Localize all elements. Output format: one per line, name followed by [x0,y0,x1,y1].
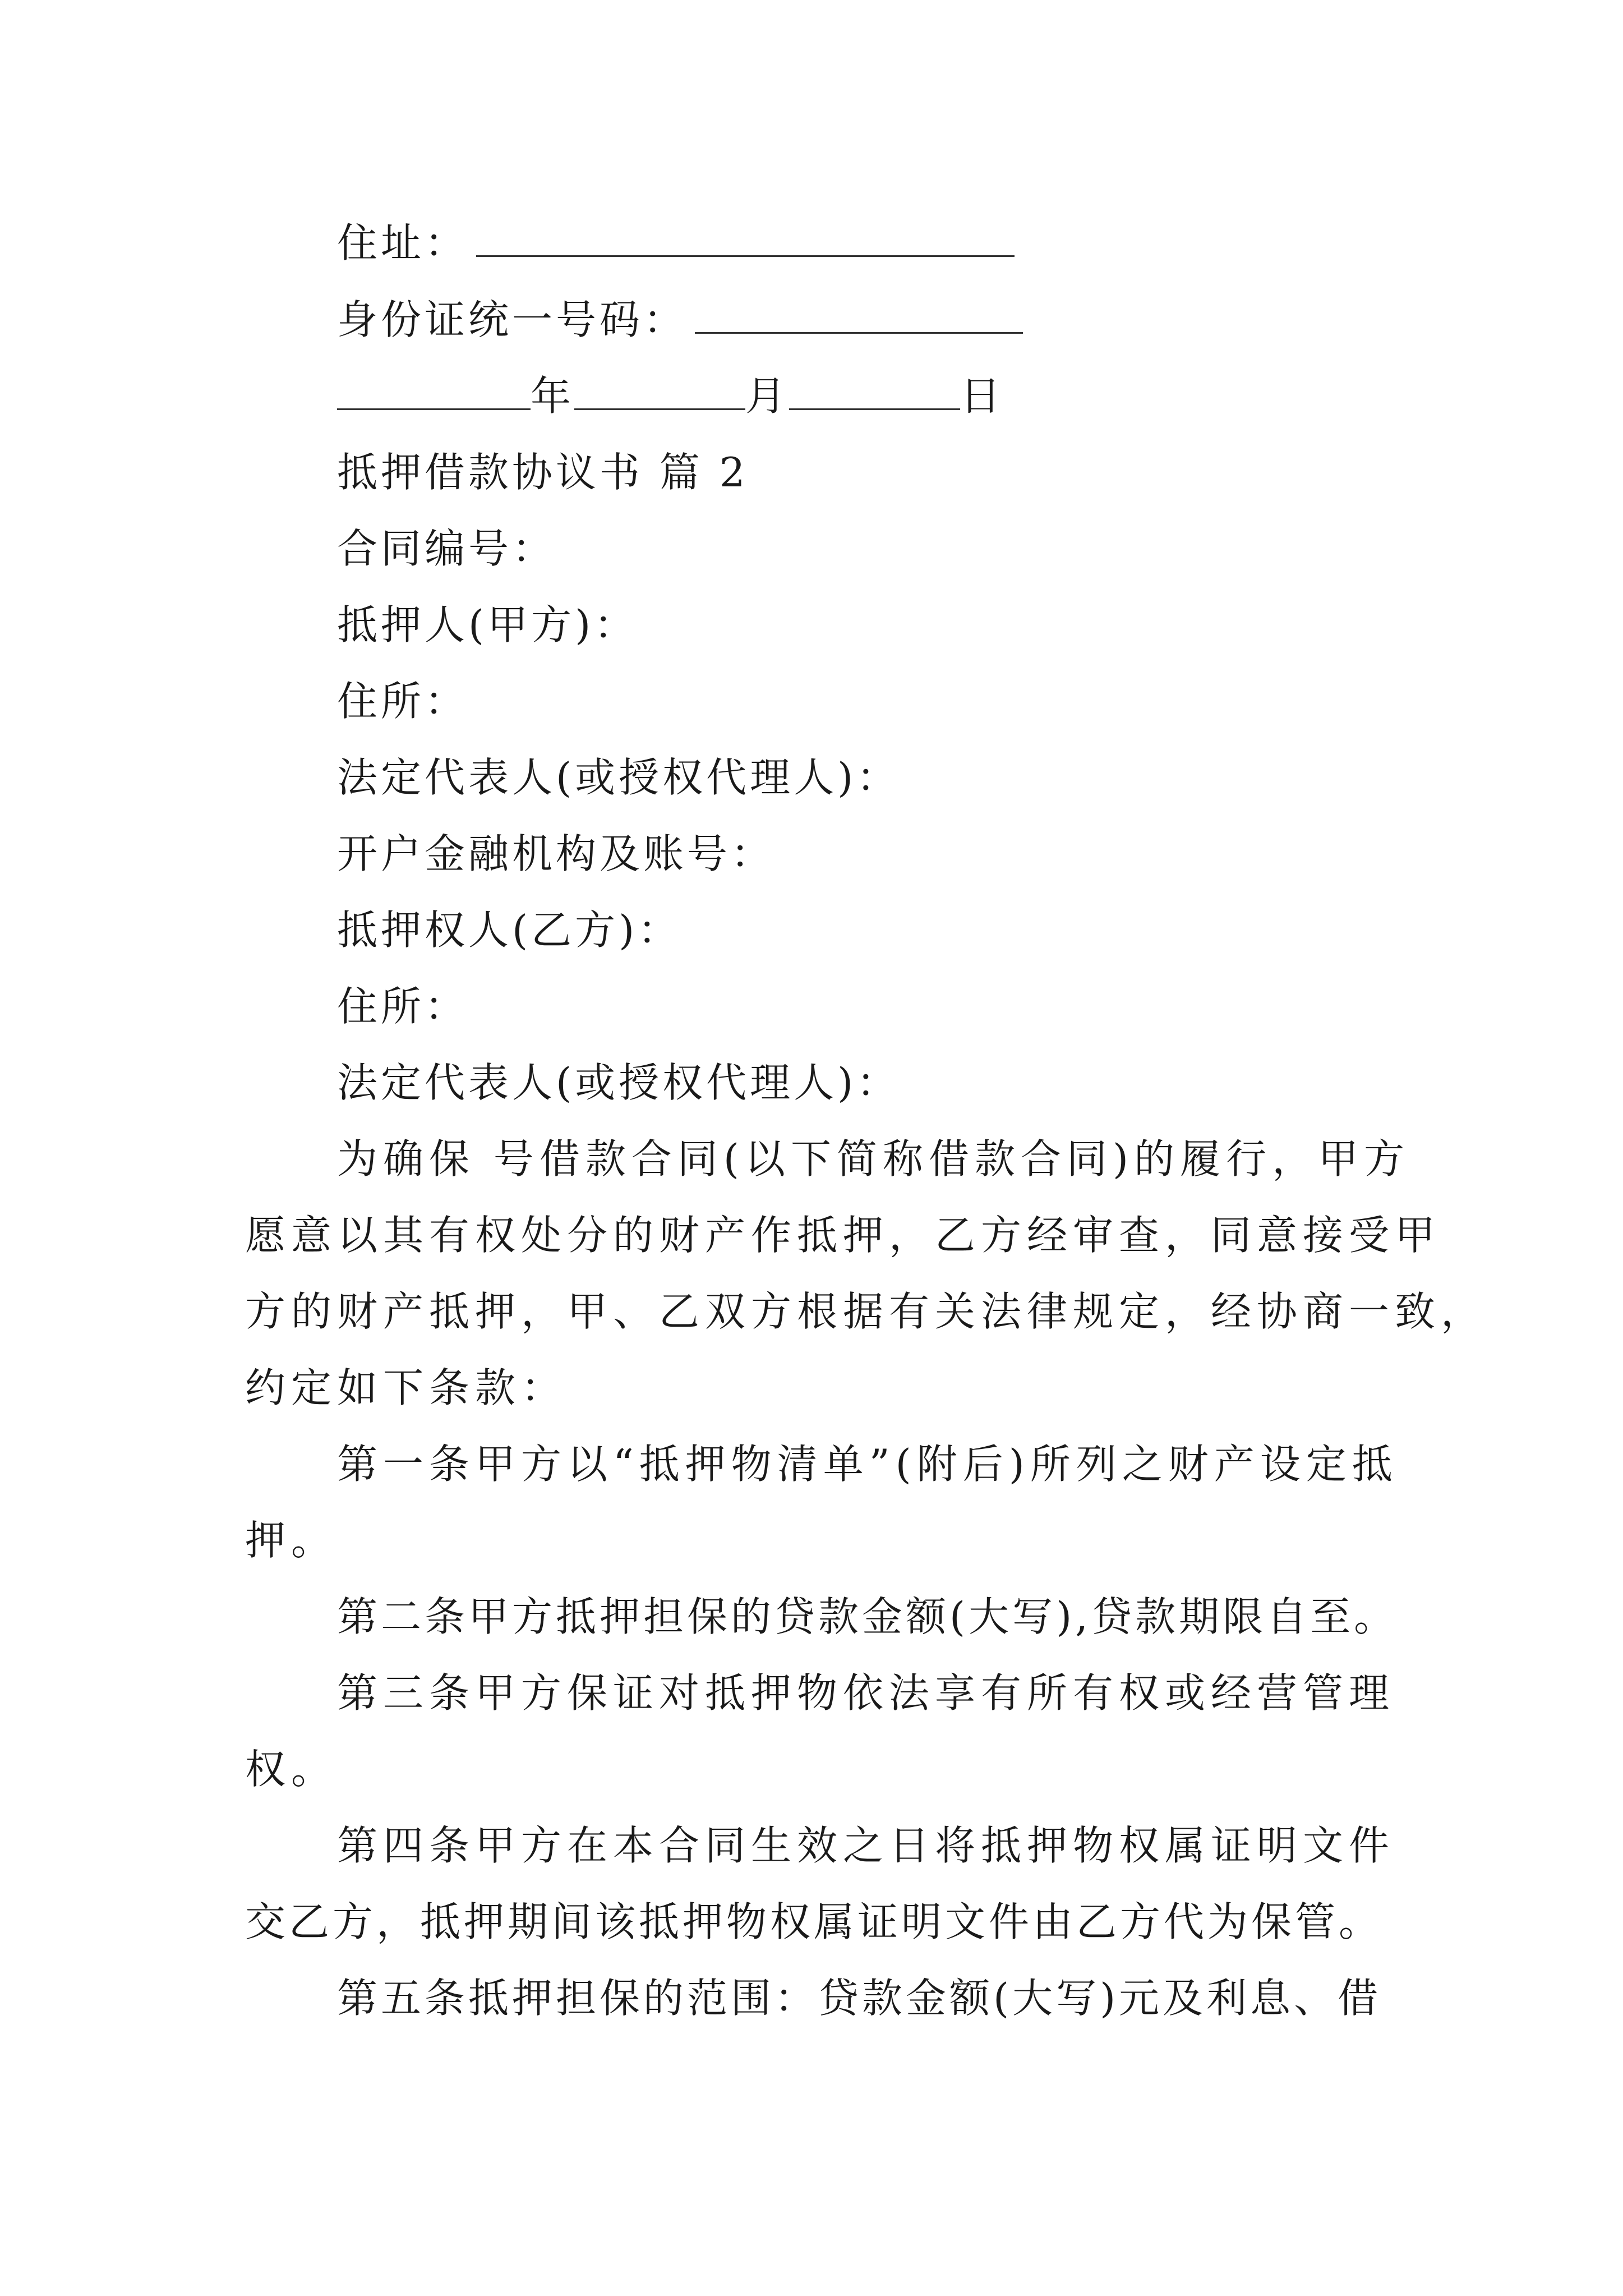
year-blank [337,369,531,410]
mortgagee-field: 抵押权人(乙方)： [337,907,682,954]
article-1-line-2: 押。 [245,1517,338,1564]
address-field [337,215,1015,271]
address-blank [476,216,1015,257]
day-label: 日 [960,372,1004,420]
bank-account-field: 开户金融机构及账号： [337,830,775,877]
mortgagor-field: 抵押人(甲方)： [337,601,638,648]
day-blank [789,369,960,410]
article-1-line-1: 第一条甲方以“抵押物清单”(附后)所列之财产设定抵 [337,1441,1398,1488]
mortgagor-representative-field: 法定代表人(或授权代理人)： [337,754,901,801]
month-label: 月 [745,372,790,420]
date-line [337,368,1004,424]
intro-line-4: 约定如下条款： [245,1364,568,1411]
article-2-line-1: 第二条甲方抵押担保的贷款金额(大写),贷款期限自至。 [337,1593,1398,1640]
year-label: 年 [531,372,575,420]
id-number-blank [695,293,1023,334]
mortgagee-address-field: 住所： [337,983,469,1030]
id-number-label: 身份证统一号码： [337,296,688,343]
article-3-line-1: 第三条甲方保证对抵押物依法享有所有权或经营管理 [337,1669,1395,1717]
address-label: 住址： [337,219,469,266]
article-4-line-2: 交乙方，抵押期间该抵押物权属证明文件由乙方代为保管。 [245,1898,1383,1945]
article-4-line-1: 第四条甲方在本合同生效之日将抵押物权属证明文件 [337,1822,1395,1869]
intro-line-1: 为确保 号借款合同(以下简称借款合同)的履行，甲方 [337,1135,1410,1182]
section-heading: 抵押借款协议书 篇 2 [337,449,749,496]
article-5-line-1: 第五条抵押担保的范围：贷款金额(大写)元及利息、借 [337,1975,1382,2022]
mortgagee-representative-field: 法定代表人(或授权代理人)： [337,1059,901,1106]
id-number-field [337,292,1023,348]
month-blank [574,369,745,410]
mortgagor-address-field: 住所： [337,678,469,725]
contract-number-field: 合同编号： [337,525,556,572]
article-3-line-2: 权。 [245,1746,338,1793]
intro-line-3: 方的财产抵押，甲、乙双方根据有关法律规定，经协商一致， [245,1288,1487,1335]
intro-line-2: 愿意以其有权处分的财产作抵押，乙方经审查，同意接受甲 [245,1212,1441,1259]
